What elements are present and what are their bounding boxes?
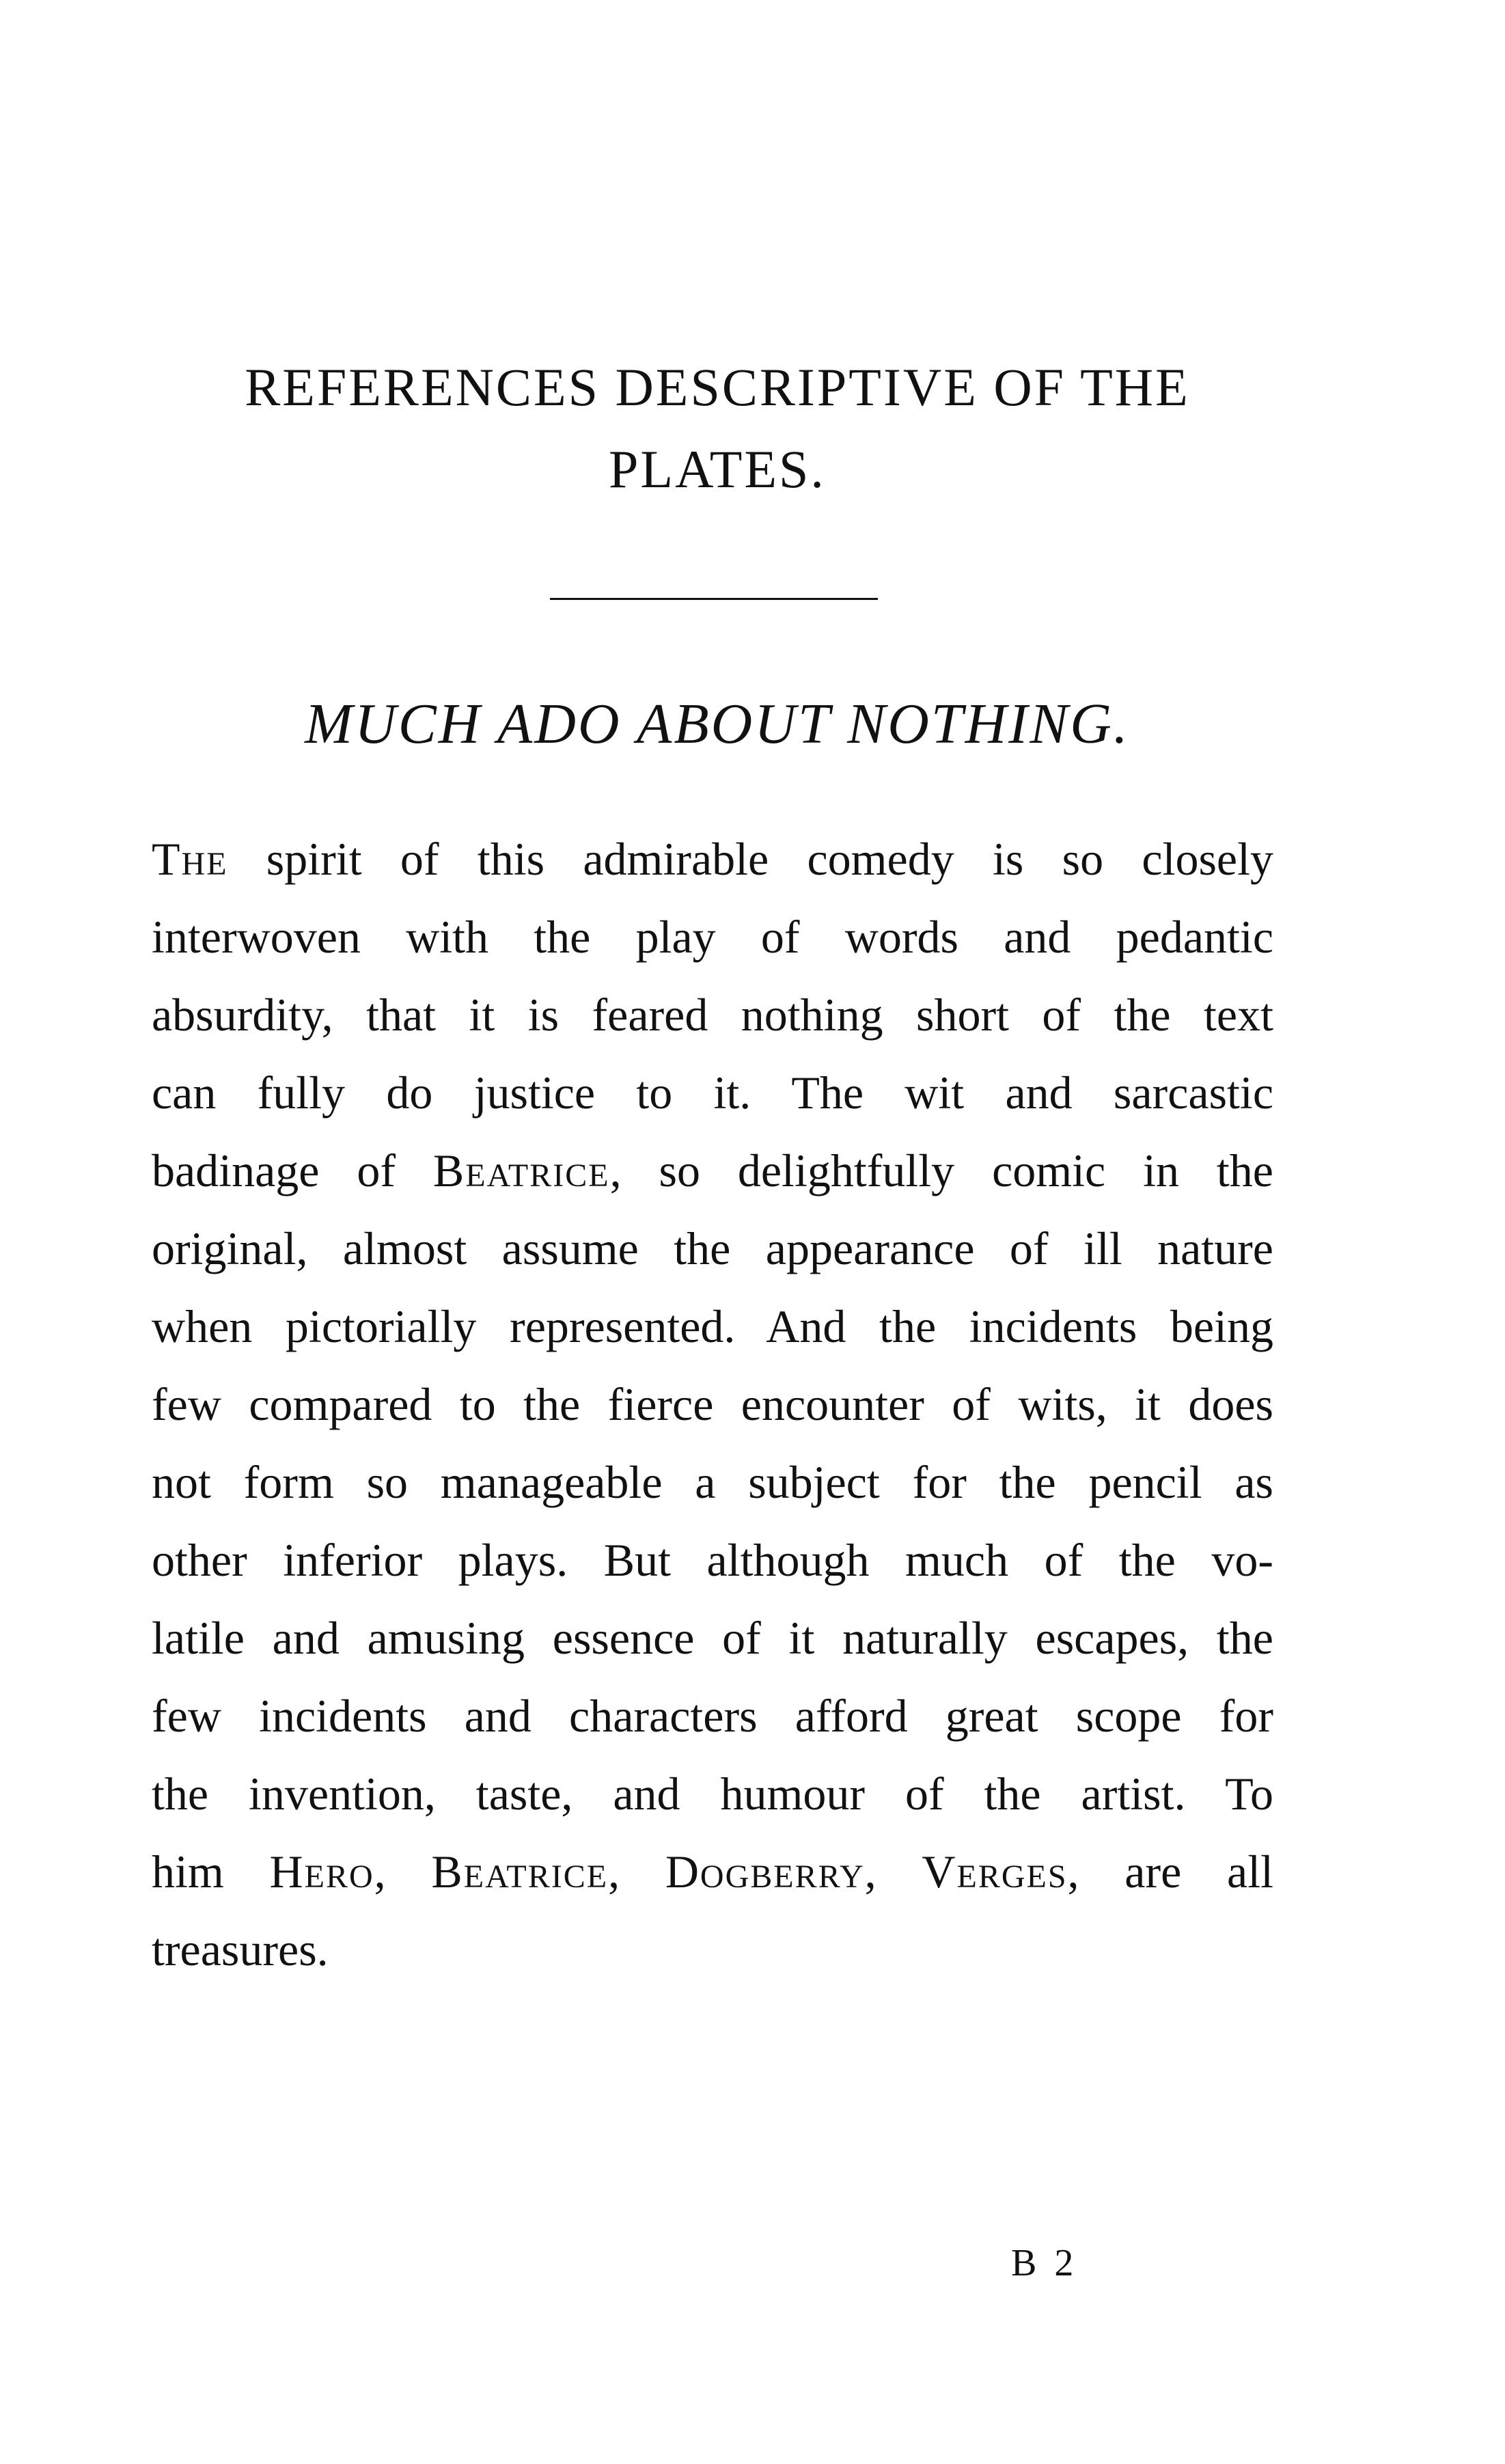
text-run: spirit of this admirable comedy is so closely xyxy=(227,833,1273,885)
text-run: absurdity, that it is feared nothing short of the text xyxy=(152,989,1273,1041)
paragraph-line xyxy=(152,1132,1273,1209)
text-run: , are all xyxy=(1067,1846,1273,1898)
text-run: , so delightfully comic in the xyxy=(609,1145,1273,1196)
paragraph-line xyxy=(152,1755,1273,1833)
text-run: treasures. xyxy=(152,1924,329,1975)
paragraph-line xyxy=(152,1521,1273,1599)
text-run: other inferior plays. But although much of the vo- xyxy=(152,1534,1273,1586)
text-run: , xyxy=(864,1846,922,1898)
paragraph-line xyxy=(152,976,1273,1054)
text-run: original, almost assume the appearance of ill nature xyxy=(152,1222,1273,1274)
paragraph-line xyxy=(152,1677,1273,1755)
text-run: interwoven with the play of words and pedantic xyxy=(152,911,1273,963)
play-title: MUCH ADO ABOUT NOTHING. xyxy=(305,692,1130,756)
signature-mark: B 2 xyxy=(1011,2242,1078,2284)
paragraph-line xyxy=(152,820,1273,898)
text-run: not form so manageable a subject for the pencil as xyxy=(152,1456,1273,1508)
text-run: , xyxy=(374,1846,432,1898)
body-paragraph xyxy=(152,820,1273,1988)
character-name: Beatrice xyxy=(431,1846,609,1898)
page-heading-line-1: REFERENCES DESCRIPTIVE OF THE xyxy=(245,357,1190,417)
character-name: Beatrice xyxy=(432,1145,610,1196)
text-run: badinage of xyxy=(152,1145,433,1196)
text-run: him xyxy=(152,1846,270,1898)
paragraph-line xyxy=(152,1599,1273,1677)
text-run: the invention, taste, and humour of the artist. To xyxy=(152,1768,1273,1820)
character-name: Dogberry xyxy=(665,1846,865,1898)
paragraph-line xyxy=(152,1054,1273,1132)
text-run: few incidents and characters afford great scope for xyxy=(152,1690,1273,1742)
paragraph-line xyxy=(152,1833,1273,1911)
text-run: when pictorially represented. And the incidents being xyxy=(152,1300,1273,1352)
paragraph-line xyxy=(152,1443,1273,1521)
character-name: Verges xyxy=(922,1846,1068,1898)
paragraph-line xyxy=(152,1911,1273,1988)
paragraph-line xyxy=(152,898,1273,976)
paragraph-line xyxy=(152,1287,1273,1365)
section-divider xyxy=(550,598,878,600)
character-name: The xyxy=(152,833,228,885)
text-run: , xyxy=(608,1846,665,1898)
text-run: few compared to the fierce encounter of wits, it does xyxy=(152,1378,1273,1430)
character-name: Hero xyxy=(269,1846,374,1898)
text-run: can fully do justice to it. The wit and sarcastic xyxy=(152,1067,1273,1119)
paragraph-line xyxy=(152,1365,1273,1443)
paragraph-line xyxy=(152,1209,1273,1287)
page-heading-line-2: PLATES. xyxy=(609,439,826,499)
text-run: latile and amusing essence of it naturally escapes, the xyxy=(152,1612,1273,1664)
